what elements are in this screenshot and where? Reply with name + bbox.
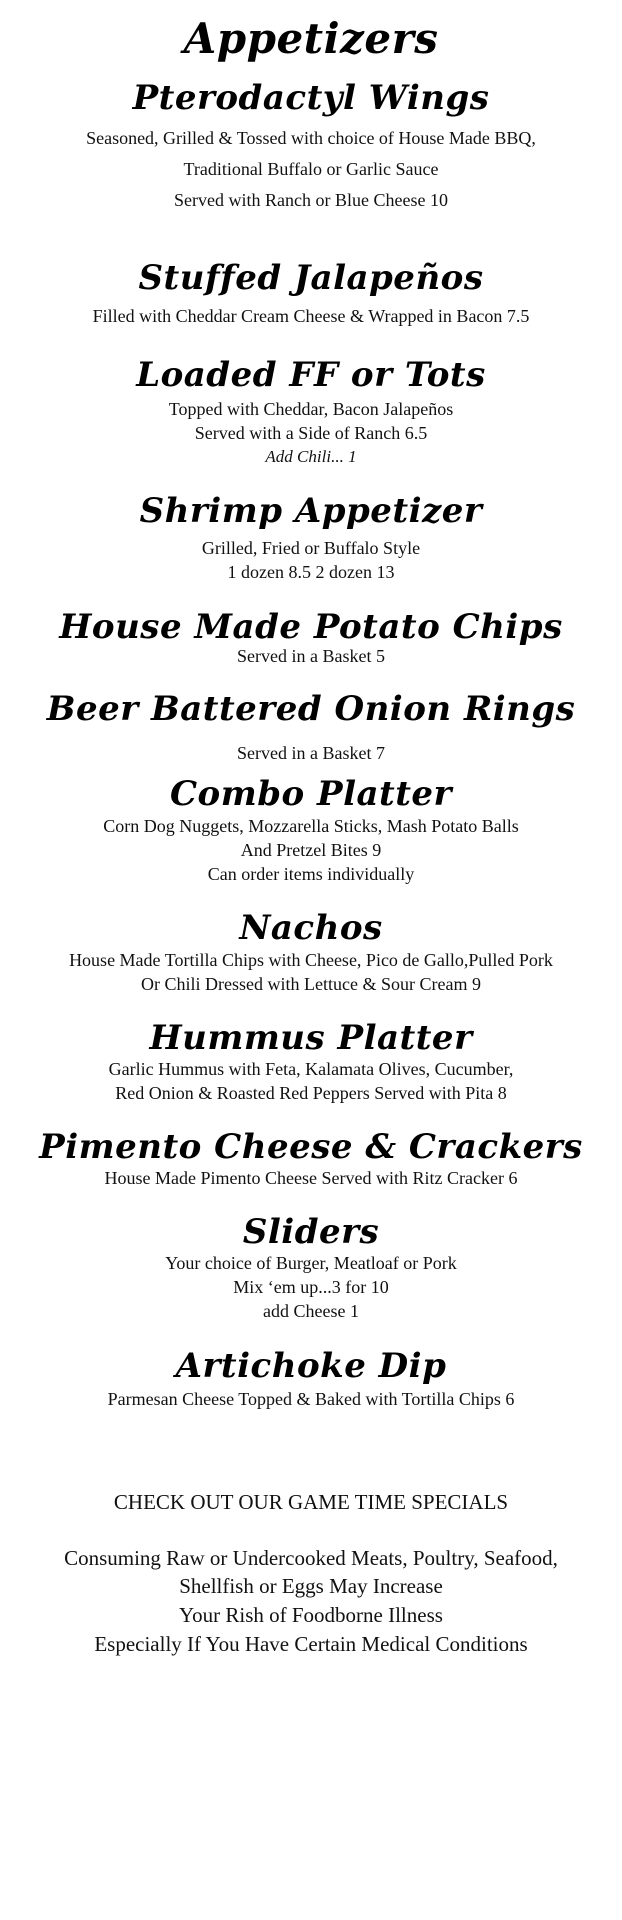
health-warning-line: Your Rish of Foodborne Illness [179,1603,443,1627]
item-note: Add Chili... 1 [265,447,357,466]
item-description: Garlic Hummus with Feta, Kalamata Olives, Cucumber, [108,1059,514,1079]
menu-title: Appetizers [183,14,439,63]
item-description: Served in a Basket 7 [237,743,385,763]
item-name: Loaded FF or Tots [136,355,486,395]
item-description: Seasoned, Grilled & Tossed with choice of House Made BBQ, [86,128,536,148]
health-warning-line: Consuming Raw or Undercooked Meats, Poultry, Seafood, [64,1546,558,1570]
item-description: Can order items individually [207,864,415,884]
item-description: Parmesan Cheese Topped & Baked with Tortilla Chips 6 [107,1389,515,1409]
health-warning-line: Especially If You Have Certain Medical Conditions [94,1632,528,1656]
item-description: Served in a Basket 5 [237,646,385,666]
item-name: Combo Platter [170,774,452,814]
item-description: Filled with Cheddar Cream Cheese & Wrapped in Bacon 7.5 [92,306,530,326]
item-name: Stuffed Jalapeños [138,258,484,298]
item-description: House Made Tortilla Chips with Cheese, Pico de Gallo,Pulled Pork [69,950,553,970]
item-description: 1 dozen 8.5 2 dozen 13 [227,562,395,582]
item-description: Mix ‘em up...3 for 10 [233,1277,389,1297]
item-name: House Made Potato Chips [59,607,563,647]
item-name: Pterodactyl Wings [132,78,490,118]
item-description: House Made Pimento Cheese Served with Ritz Cracker 6 [104,1168,518,1188]
item-description: add Cheese 1 [263,1301,359,1321]
item-description: Served with a Side of Ranch 6.5 [194,423,428,443]
specials-notice: CHECK OUT OUR GAME TIME SPECIALS [113,1490,509,1514]
item-description: Red Onion & Roasted Red Peppers Served with Pita 8 [115,1083,507,1103]
item-name: Sliders [242,1212,380,1252]
item-description: Topped with Cheddar, Bacon Jalapeños [168,399,454,419]
item-name: Shrimp Appetizer [139,491,483,531]
item-name: Artichoke Dip [175,1346,447,1386]
item-description: Grilled, Fried or Buffalo Style [201,538,421,558]
item-description: Corn Dog Nuggets, Mozzarella Sticks, Mash Potato Balls [103,816,519,836]
item-description: Served with Ranch or Blue Cheese 10 [174,190,448,210]
item-name: Pimento Cheese & Crackers [39,1127,583,1167]
item-description: And Pretzel Bites 9 [240,840,382,860]
health-warning-line: Shellfish or Eggs May Increase [179,1574,443,1598]
item-name: Beer Battered Onion Rings [46,689,576,729]
item-description: Traditional Buffalo or Garlic Sauce [183,159,439,179]
item-name: Hummus Platter [149,1018,473,1058]
item-description: Your choice of Burger, Meatloaf or Pork [165,1253,457,1273]
item-description: Or Chili Dressed with Lettuce & Sour Cream 9 [141,974,481,994]
item-name: Nachos [239,908,383,948]
